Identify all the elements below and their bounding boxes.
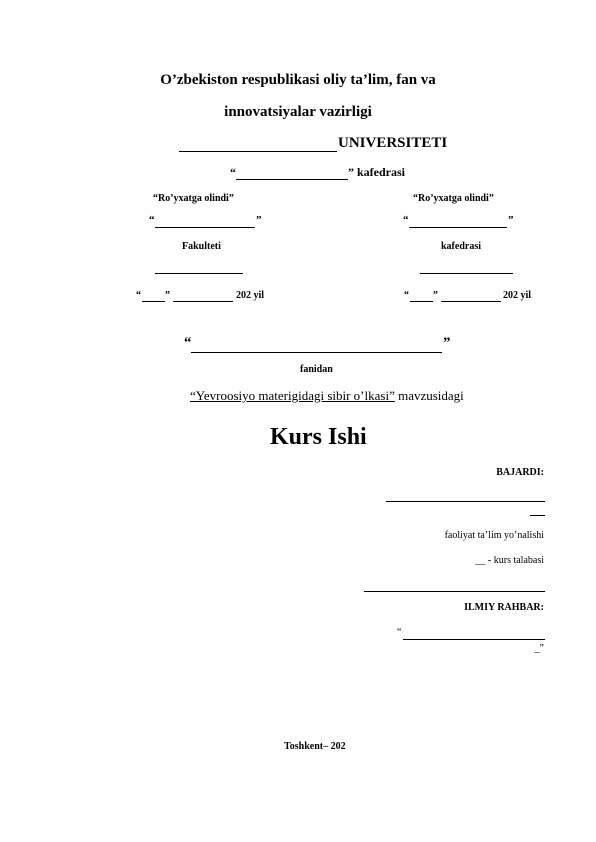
performer-name-blank bbox=[386, 501, 545, 502]
university-label: UNIVERSITETI bbox=[338, 135, 448, 151]
performer-name-blank-2 bbox=[530, 515, 545, 516]
right-quote-close: ” bbox=[508, 214, 514, 226]
fanidan-label: fanidan bbox=[300, 364, 333, 375]
right-registered-label: “Ro’yxatga olindi” bbox=[413, 193, 494, 204]
left-registered-label: “Ro’yxatga olindi” bbox=[153, 193, 234, 204]
supervisor-label: ILMIY RAHBAR: bbox=[464, 602, 544, 613]
right-quote-open: “ bbox=[403, 214, 409, 226]
left-date-mid: ” bbox=[165, 290, 170, 301]
subject-quote-open: “ bbox=[184, 335, 192, 351]
ministry-line-2: innovatsiyalar vazirligi bbox=[224, 104, 372, 120]
right-day-blank bbox=[410, 301, 433, 302]
topic-suffix: mavzusidagi bbox=[394, 388, 464, 403]
right-kafedra-blank bbox=[420, 273, 513, 274]
course-suffix: - kurs talabasi bbox=[485, 555, 544, 566]
left-date-year: 202 yil bbox=[236, 290, 265, 301]
right-kafedra-label: kafedrasi bbox=[441, 241, 481, 252]
kafedra-label: ” kafedrasi bbox=[348, 165, 405, 179]
course-label bbox=[475, 555, 544, 566]
supervisor-name-blank bbox=[403, 639, 545, 640]
left-name-blank bbox=[155, 227, 255, 228]
performer-group-blank bbox=[364, 591, 545, 592]
subject-quote-close: ” bbox=[443, 335, 451, 351]
left-month-blank bbox=[173, 301, 233, 302]
right-name-blank bbox=[409, 227, 507, 228]
university-name-blank bbox=[179, 151, 337, 152]
topic-title: “Yevroosiyo materigidagi sibir o’lkasi” bbox=[190, 388, 395, 403]
work-title: Kurs Ishi bbox=[270, 424, 367, 450]
left-day-blank bbox=[142, 301, 165, 302]
left-faculty-blank bbox=[155, 273, 243, 274]
left-quote-close: ” bbox=[256, 214, 262, 226]
left-faculty-label: Fakulteti bbox=[182, 241, 221, 252]
left-date-open: “ bbox=[136, 290, 141, 301]
topic-line bbox=[190, 388, 464, 404]
direction-label: faoliyat ta’lim yo’nalishi bbox=[444, 530, 544, 541]
right-month-blank bbox=[441, 301, 501, 302]
right-date-mid: ” bbox=[433, 290, 438, 301]
kafedra-name-blank bbox=[236, 179, 348, 180]
left-quote-open: “ bbox=[149, 214, 155, 226]
kafedra-quote-open: “ bbox=[230, 165, 236, 179]
supervisor-quote-open: “ bbox=[397, 627, 402, 638]
right-date-year: 202 yil bbox=[503, 290, 532, 301]
supervisor-quote-close: _” bbox=[534, 643, 544, 654]
city-year: Toshkent– 202 bbox=[284, 741, 346, 752]
subject-name-blank bbox=[191, 352, 442, 353]
performer-label: BAJARDI: bbox=[496, 467, 544, 478]
ministry-line-1: O’zbekiston respublikasi oliy ta’lim, fan va bbox=[160, 72, 436, 88]
right-date-open: “ bbox=[404, 290, 409, 301]
course-number: __ bbox=[475, 555, 486, 566]
